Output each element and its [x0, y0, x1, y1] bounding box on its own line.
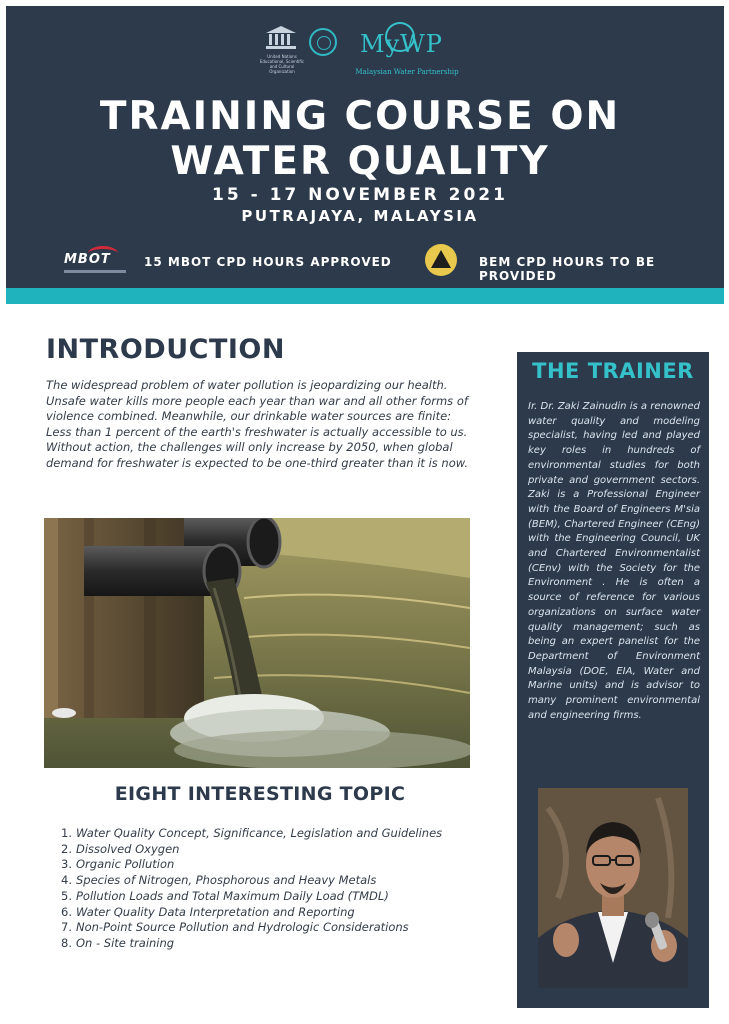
- list-item-number: 7.: [61, 920, 72, 935]
- list-item-text: On - Site training: [76, 935, 175, 950]
- introduction-heading: INTRODUCTION: [46, 334, 285, 365]
- trainer-heading: THE TRAINER: [532, 359, 694, 383]
- list-item-number: 8.: [61, 935, 72, 950]
- list-item-number: 6.: [61, 904, 72, 919]
- portrait-illustration: [538, 788, 688, 988]
- temple-icon: [266, 26, 296, 50]
- list-item-text: Pollution Loads and Total Maximum Daily Load (TMDL): [76, 888, 389, 903]
- list-item: [61, 905, 501, 921]
- list-item-text: Organic Pollution: [76, 857, 175, 872]
- page-title: TRAINING COURSE ON WATER QUALITY: [99, 94, 621, 184]
- bem-cpd-label: BEM CPD HOURS TO BE PROVIDED: [479, 255, 656, 283]
- topics-list: [61, 826, 501, 952]
- list-item-text: Water Quality Data Interpretation and Reporting: [76, 904, 355, 919]
- course-date: 15 - 17 NOVEMBER 2021: [212, 185, 508, 205]
- list-item-text: Species of Nitrogen, Phosphorous and Heavy Metals: [76, 873, 377, 888]
- bem-triangle: [431, 250, 451, 268]
- photo-illustration: [44, 518, 470, 768]
- list-item: [61, 920, 501, 936]
- list-item-number: 4.: [61, 873, 72, 888]
- mbot-logo-text: MBOT: [64, 252, 111, 267]
- trainer-portrait: [538, 788, 688, 988]
- mbot-underline: [64, 270, 126, 273]
- accent-bar: [6, 288, 724, 304]
- list-item: [61, 842, 501, 858]
- unesco-text: United Nations Educational, Scientific and Cultural Organization: [259, 54, 305, 74]
- list-item-number: 3.: [61, 857, 72, 872]
- list-item-number: 5.: [61, 888, 72, 903]
- national-seal-icon: [309, 28, 337, 56]
- unesco-logo-icon: [258, 24, 304, 82]
- list-item: [61, 936, 501, 952]
- list-item: [61, 889, 501, 905]
- list-item-number: 2.: [61, 841, 72, 856]
- list-item: [61, 857, 501, 873]
- list-item-number: 1.: [61, 826, 72, 840]
- partner-name: Malaysian Water Partnership: [355, 68, 459, 76]
- mywp-logo-text: MyWP: [360, 30, 443, 58]
- bem-logo-icon: [425, 244, 457, 276]
- course-location: PUTRAJAYA, MALAYSIA: [241, 207, 479, 225]
- topics-heading: EIGHT INTERESTING TOPIC: [114, 783, 406, 805]
- pollution-pipes-photo: [44, 518, 470, 768]
- list-item-text: Water Quality Concept, Significance, Legislation and Guidelines: [76, 826, 443, 840]
- introduction-body: The widespread problem of water pollution is jeopardizing our health. Unsafe water kills more people each year than war and all other forms of violence combined. Meanwhile, our drinkable water sources are finite: Less than 1 percent of the earth's freshwater is actually accessible to us. Without action, the challenges will only increase by 2050, when global demand for freshwater is expected to be one-third greater than it is now.: [46, 378, 469, 470]
- mbot-logo-icon: [64, 246, 126, 276]
- list-item: [61, 873, 501, 889]
- list-item-text: Non-Point Source Pollution and Hydrologic Considerations: [76, 920, 409, 935]
- mbot-cpd-label: 15 MBOT CPD HOURS APPROVED: [144, 255, 392, 269]
- trainer-bio: Ir. Dr. Zaki Zainudin is a renowned water quality and modeling specialist, having led and played key roles in hundreds of environmental studies for both private and government sectors. Zaki is a Professional Engineer with the Board of Engineers M'sia (BEM), Chartered Engineer (CEng) with the Engineering Council, UK and Chartered Environmentalist (CEnv) with the Society for the Environment . He is often a source of reference for various organizations on surface water quality management; such as being an expert panelist for the Department of Environment Malaysia (DOE, EIA, Water and Marine units) and is advisor to many prominent environmental and engineering firms.: [528, 401, 700, 721]
- list-item-text: Dissolved Oxygen: [76, 841, 180, 856]
- trainer-sidebar: [517, 352, 709, 1008]
- seal-inner: [317, 36, 331, 50]
- list-item: [61, 826, 501, 842]
